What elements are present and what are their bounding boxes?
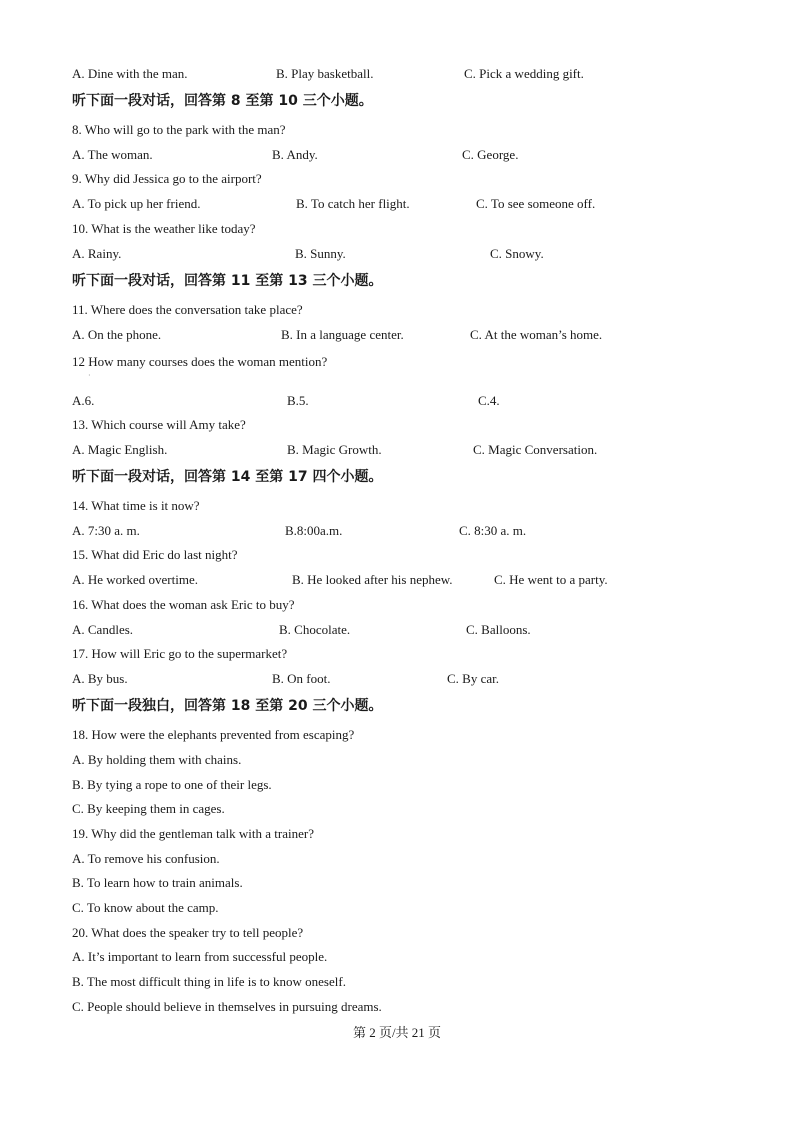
- q18-option-a: A. By holding them with chains.: [72, 752, 242, 767]
- q18-option-b: B. By tying a rope to one of their legs.: [72, 777, 272, 792]
- q11-question: 11. Where does the conversation take place?: [72, 302, 303, 317]
- q16-question: 16. What does the woman ask Eric to buy?: [72, 597, 295, 612]
- q8-option-b: B. Andy.: [272, 147, 318, 162]
- q13-question: 13. Which course will Amy take?: [72, 417, 246, 432]
- q11-option-a: A. On the phone.: [72, 327, 162, 342]
- section-heading-11-13: 听下面一段对话，回答第 11 至第 13 三个小题。: [72, 273, 383, 289]
- q9-option-b: B. To catch her flight.: [296, 196, 410, 211]
- q10-option-a: A. Rainy.: [72, 246, 122, 261]
- q16-option-a: A. Candles.: [72, 622, 134, 637]
- section-heading-14-17: 听下面一段对话，回答第 14 至第 17 四个小题。: [72, 469, 383, 485]
- q11-option-c: C. At the woman’s home.: [470, 327, 603, 342]
- stray-dot: ·: [88, 371, 91, 380]
- q19-option-b: B. To learn how to train animals.: [72, 875, 243, 890]
- q13-option-b: B. Magic Growth.: [287, 442, 382, 457]
- q12-option-c: C.4.: [478, 393, 500, 408]
- q15-option-c: C. He went to a party.: [494, 572, 608, 587]
- q8-option-c: C. George.: [462, 147, 519, 162]
- q8-option-a: A. The woman.: [72, 147, 153, 162]
- q12-option-b: B.5.: [287, 393, 309, 408]
- q9-question: 9. Why did Jessica go to the airport?: [72, 171, 262, 186]
- q20-option-b: B. The most difficult thing in life is to know oneself.: [72, 974, 346, 989]
- q17-option-b: B. On foot.: [272, 671, 331, 686]
- q18-option-c: C. By keeping them in cages.: [72, 801, 225, 816]
- q15-option-b: B. He looked after his nephew.: [292, 572, 453, 587]
- q15-option-a: A. He worked overtime.: [72, 572, 198, 587]
- q8-question: 8. Who will go to the park with the man?: [72, 122, 286, 137]
- q7-option-c: C. Pick a wedding gift.: [464, 66, 584, 81]
- page-footer: 第 2 页/共 21 页: [352, 1025, 442, 1040]
- q16-option-b: B. Chocolate.: [279, 622, 351, 637]
- q10-option-c: C. Snowy.: [490, 246, 544, 261]
- q17-question: 17. How will Eric go to the supermarket?: [72, 646, 288, 661]
- q7-option-b: B. Play basketball.: [276, 66, 374, 81]
- q9-option-c: C. To see someone off.: [476, 196, 596, 211]
- q10-question: 10. What is the weather like today?: [72, 221, 256, 236]
- q20-question: 20. What does the speaker try to tell people?: [72, 925, 304, 940]
- q19-question: 19. Why did the gentleman talk with a trainer?: [72, 826, 314, 841]
- q10-option-b: B. Sunny.: [295, 246, 346, 261]
- q9-option-a: A. To pick up her friend.: [72, 196, 201, 211]
- q12-question: 12 How many courses does the woman mention?: [72, 354, 328, 369]
- q20-option-a: A. It’s important to learn from successful people.: [72, 949, 328, 964]
- section-heading-8-10: 听下面一段对话，回答第 8 至第 10 三个小题。: [72, 93, 373, 109]
- q7-option-a: A. Dine with the man.: [72, 66, 188, 81]
- q18-question: 18. How were the elephants prevented from escaping?: [72, 727, 355, 742]
- q14-question: 14. What time is it now?: [72, 498, 200, 513]
- q12-option-a: A.6.: [72, 393, 95, 408]
- q16-option-c: C. Balloons.: [466, 622, 531, 637]
- q15-question: 15. What did Eric do last night?: [72, 547, 238, 562]
- q20-option-c: C. People should believe in themselves in pursuing dreams.: [72, 999, 382, 1014]
- q19-option-a: A. To remove his confusion.: [72, 851, 220, 866]
- q19-option-c: C. To know about the camp.: [72, 900, 219, 915]
- q14-option-a: A. 7:30 a. m.: [72, 523, 140, 538]
- q14-option-b: B.8:00a.m.: [285, 523, 343, 538]
- q11-option-b: B. In a language center.: [281, 327, 404, 342]
- q17-option-a: A. By bus.: [72, 671, 128, 686]
- q17-option-c: C. By car.: [447, 671, 499, 686]
- q13-option-a: A. Magic English.: [72, 442, 168, 457]
- q14-option-c: C. 8:30 a. m.: [459, 523, 527, 538]
- q13-option-c: C. Magic Conversation.: [473, 442, 598, 457]
- section-heading-18-20: 听下面一段独白，回答第 18 至第 20 三个小题。: [72, 698, 383, 714]
